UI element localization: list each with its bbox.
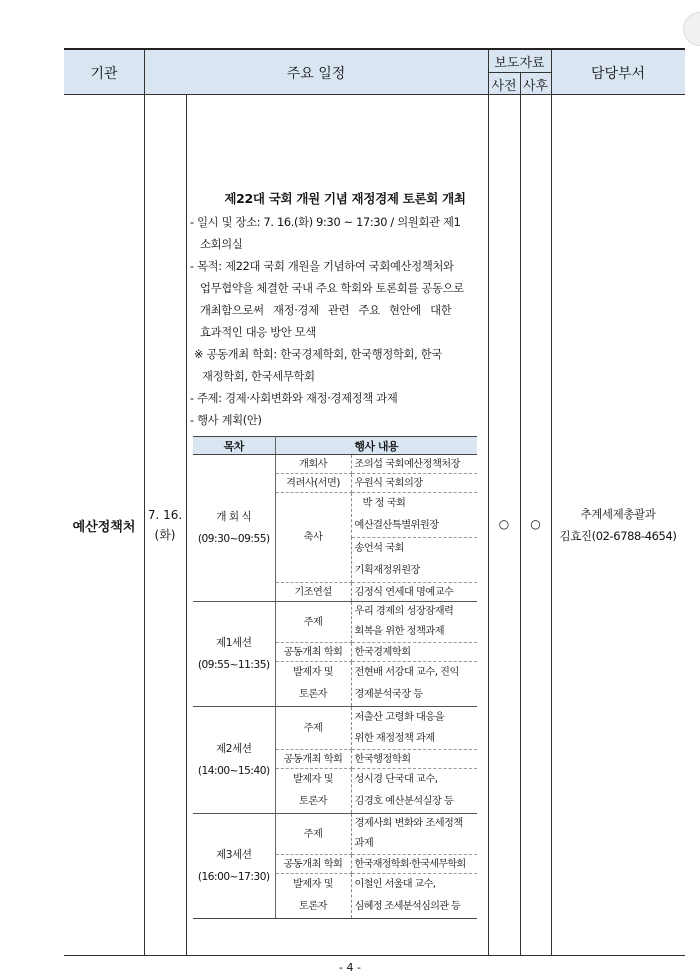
speakers-label-line: 발제자 및 <box>292 774 334 785</box>
congrats-line: 송언석 국회 <box>354 543 404 554</box>
speakers-label-line: 토론자 <box>298 796 328 807</box>
program-value <box>351 814 477 855</box>
program-session-2 <box>193 707 275 814</box>
header-press: 보도자료 <box>494 55 545 71</box>
speakers-line: 성시경 단국대 교수, <box>354 774 438 785</box>
speakers-label-line: 발제자 및 <box>292 879 334 890</box>
program-label: 주제 <box>275 602 351 643</box>
event-line: - 목적: 제22대 국회 개원을 기념하여 국회예산정책처와 <box>190 260 454 273</box>
press-before-mark: ○ <box>498 517 510 531</box>
grid-line <box>488 72 551 73</box>
program-label <box>275 662 351 707</box>
header-press-after: 사후 <box>522 78 549 94</box>
program-label: 주제 <box>275 707 351 750</box>
header-schedule: 주요 일정 <box>286 65 346 82</box>
event-line: 업무협약을 체결한 국내 주요 학회와 토론회를 공동으로 <box>200 282 464 295</box>
program-label: 축사 <box>275 493 351 583</box>
program-session-3 <box>193 814 275 919</box>
program-value <box>351 662 477 707</box>
date-weekday: (화) <box>154 528 176 542</box>
topic-line: 과제 <box>354 838 374 849</box>
header-press-before: 사전 <box>491 78 517 94</box>
congrats-line: 박 정 국회 <box>362 498 406 509</box>
topic-line: 경제사회 변화와 조세정책 <box>354 818 463 829</box>
grid-line <box>144 50 145 95</box>
event-line: 소회의실 <box>200 238 243 251</box>
header-agency: 기관 <box>90 65 118 82</box>
session-name: 개 회 식 <box>216 511 252 523</box>
speakers-line: 심혜정 조세분석심의관 등 <box>354 901 461 912</box>
session-time: (14:00~15:40) <box>197 765 270 777</box>
grid-line <box>520 72 521 95</box>
program-label: 공동개최 학회 <box>275 643 351 662</box>
program-label: 기조연설 <box>275 583 351 602</box>
program-value <box>351 538 477 583</box>
program-head-order: 목차 <box>193 437 275 455</box>
speakers-label-line: 발제자 및 <box>292 667 334 678</box>
page-number: - 4 - <box>339 961 361 974</box>
table-bottom-border <box>64 955 685 956</box>
topic-line: 우리 경제의 성장잠재력 <box>354 606 454 617</box>
press-after-mark: ○ <box>530 517 541 531</box>
agency-cell: 예산정책처 <box>72 519 136 535</box>
event-line: - 행사 계획(안) <box>190 414 262 427</box>
speakers-label-line: 토론자 <box>298 901 328 912</box>
department-name: 추계세제총괄과 <box>580 507 656 521</box>
event-line: - 주제: 경제·사회변화와 재정·경제정책 과제 <box>190 392 398 405</box>
event-line: 효과적인 대응 방안 모색 <box>200 326 317 339</box>
event-note: 재정학회, 한국세무학회 <box>202 370 315 383</box>
program-label: 공동개최 학회 <box>275 855 351 874</box>
program-value: 한국행정학회 <box>351 750 477 769</box>
topic-line: 회복을 위한 정책과제 <box>354 626 445 637</box>
speakers-label-line: 토론자 <box>298 689 328 700</box>
event-line: 개최함으로써 재정·경제 관련 주요 현안에 대한 <box>200 304 452 317</box>
session-time: (16:00~17:30) <box>197 871 270 883</box>
date-cell <box>144 500 186 550</box>
program-value <box>351 602 477 643</box>
speakers-line: 김경호 예산분석실장 등 <box>354 796 454 807</box>
program-label: 개회사 <box>275 455 351 474</box>
program-value <box>351 493 477 538</box>
program-value <box>351 707 477 750</box>
session-time: (09:55~11:35) <box>197 659 270 671</box>
session-time: (09:30~09:55) <box>197 533 270 545</box>
corner-button[interactable] <box>683 12 700 46</box>
speakers-line: 경제분석국장 등 <box>354 689 423 700</box>
event-note: ※ 공동개최 학회: 한국경제학회, 한국행정학회, 한국 <box>194 348 442 361</box>
congrats-line: 예산결산특별위원장 <box>354 520 439 531</box>
program-value: 김정식 연세대 명예교수 <box>351 583 477 602</box>
event-description <box>190 188 490 432</box>
program-label: 공동개최 학회 <box>275 750 351 769</box>
program-table <box>193 436 477 919</box>
program-session-opening <box>193 455 275 602</box>
congrats-line: 기획재정위원장 <box>354 565 420 576</box>
program-label <box>275 769 351 814</box>
topic-line: 저출산 고령화 대응을 <box>354 712 445 723</box>
department-contact: 김효진(02-6788-4654) <box>559 529 677 543</box>
date-line: 7. 16. <box>147 508 183 522</box>
event-line: - 일시 및 장소: 7. 16.(화) 9:30 ~ 17:30 / 의원회관 제1 <box>190 216 461 229</box>
program-value <box>351 874 477 919</box>
program-value: 한국경제학회 <box>351 643 477 662</box>
program-label <box>275 874 351 919</box>
program-value: 조의섭 국회예산정책처장 <box>351 455 477 474</box>
department-cell <box>551 500 685 550</box>
program-head-content: 행사 내용 <box>275 437 477 455</box>
event-title: 제22대 국회 개원 기념 재정경제 토론회 개최 <box>224 191 466 206</box>
program-label: 주제 <box>275 814 351 855</box>
speakers-line: 전현배 서강대 교수, 진익 <box>354 667 459 678</box>
session-name: 제3세션 <box>216 849 252 861</box>
session-name: 제1세션 <box>216 637 252 649</box>
session-name: 제2세션 <box>216 743 252 755</box>
grid-line <box>186 95 187 955</box>
speakers-line: 이철인 서울대 교수, <box>354 879 436 890</box>
program-session-1 <box>193 602 275 707</box>
header-department: 담당부서 <box>590 65 646 82</box>
program-value <box>351 769 477 814</box>
program-label: 격려사(서면) <box>275 474 351 493</box>
grid-line <box>551 50 552 95</box>
program-value: 우원식 국회의장 <box>351 474 477 493</box>
topic-line: 위한 재정정책 과제 <box>354 733 435 744</box>
program-value: 한국재정학회·한국세무학회 <box>351 855 477 874</box>
